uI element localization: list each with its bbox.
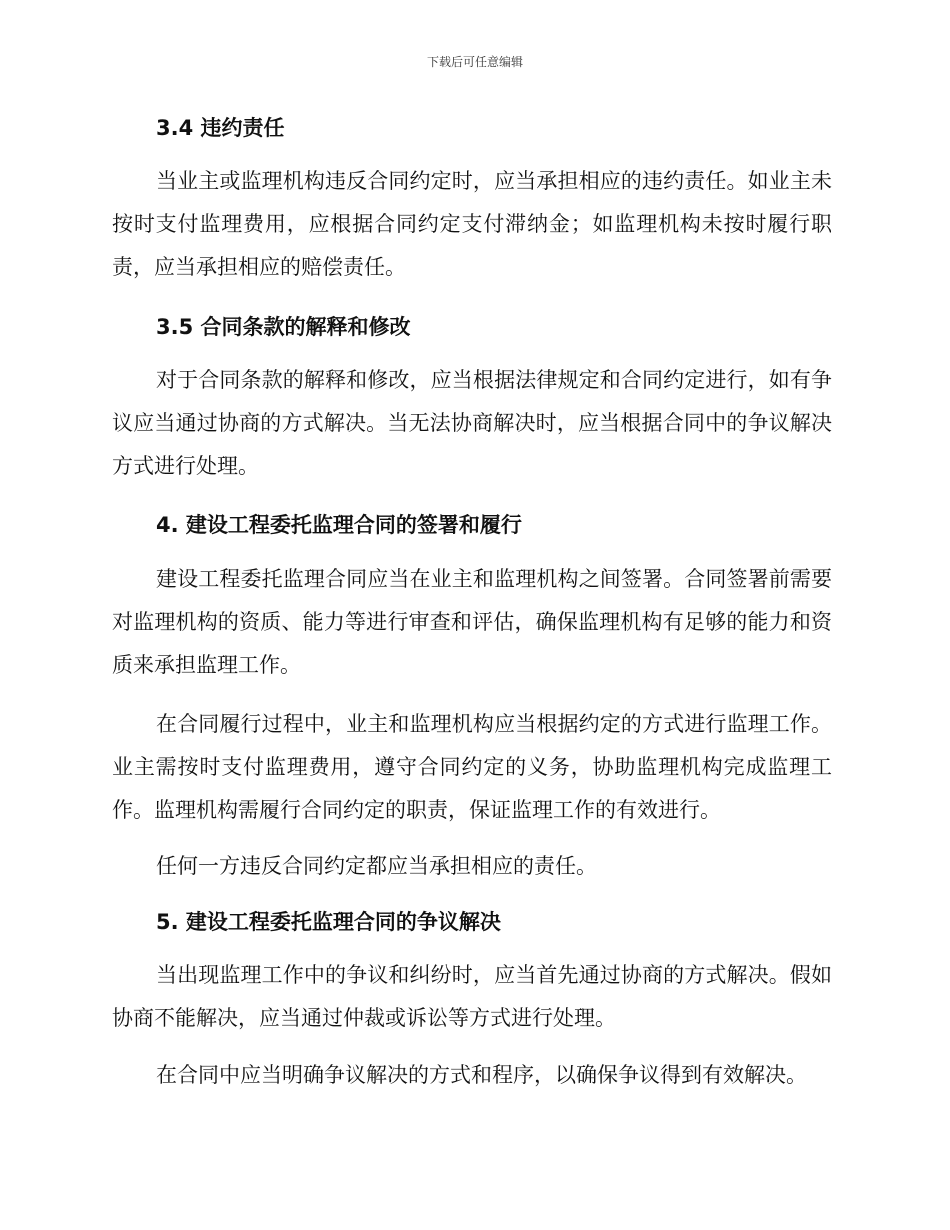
section-heading-3-5: 3.5 合同条款的解释和修改 (156, 315, 411, 339)
paragraph-responsibility: 任何一方违反合同约定都应当承担相应的责任。 (156, 854, 597, 878)
paragraph-breach-liability: 当业主或监理机构违反合同约定时，应当承担相应的违约责任。如业主未按时支付监理费用，应根据合同约定支付滞纳金；如监理机构未按时履行职责，应当承担相应的赔偿责任。 (112, 169, 832, 279)
paragraph-contract-performance: 在合同履行过程中，业主和监理机构应当根据约定的方式进行监理工作。业主需按时支付监理费用，遵守合同约定的义务，协助监理机构完成监理工作。监理机构需履行合同约定的职责，保证监理工作的有效进行。 (112, 712, 832, 822)
section-heading-5: 5. 建设工程委托监理合同的争议解决 (156, 910, 501, 934)
section-heading-4: 4. 建设工程委托监理合同的签署和履行 (156, 513, 522, 537)
page-header-note: 下载后可任意编辑 (426, 55, 523, 69)
section-heading-3-4: 3.4 违约责任 (156, 116, 285, 140)
paragraph-dispute-negotiation: 当出现监理工作中的争议和纠纷时，应当首先通过协商的方式解决。假如协商不能解决，应当通过仲裁或诉讼等方式进行处理。 (112, 963, 832, 1030)
paragraph-clause-interpretation: 对于合同条款的解释和修改，应当根据法律规定和合同约定进行，如有争议应当通过协商的方式解决。当无法协商解决时，应当根据合同中的争议解决方式进行处理。 (112, 368, 832, 478)
paragraph-contract-signing: 建设工程委托监理合同应当在业主和监理机构之间签署。合同签署前需要对监理机构的资质、能力等进行审查和评估，确保监理机构有足够的能力和资质来承担监理工作。 (112, 567, 832, 677)
paragraph-dispute-procedure: 在合同中应当明确争议解决的方式和程序，以确保争议得到有效解决。 (156, 1063, 807, 1087)
